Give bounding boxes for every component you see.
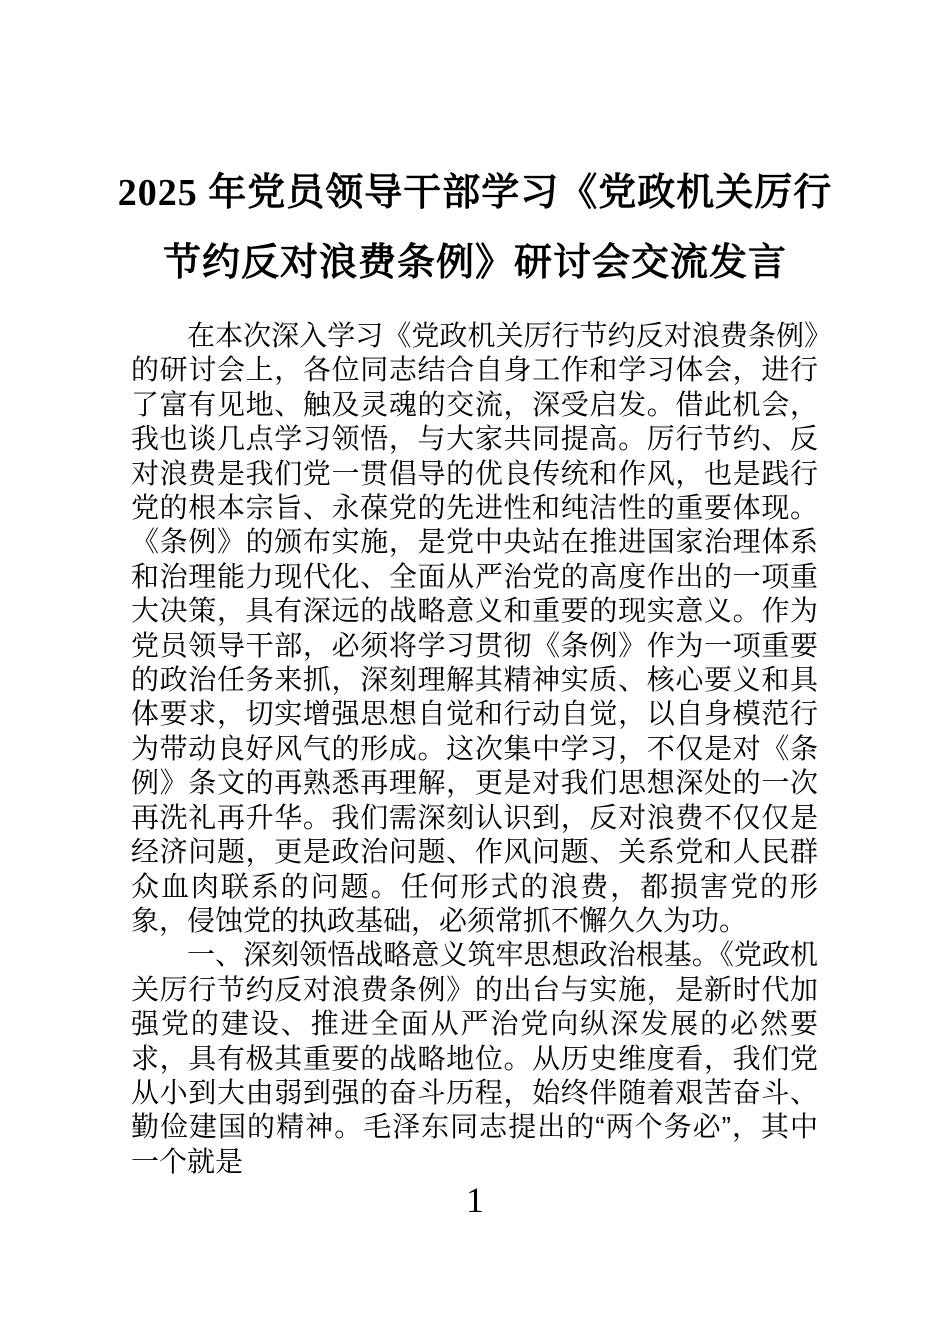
document-title-line-1: 2025 年党员领导干部学习《党政机关厉行 [117, 172, 833, 214]
document-title-line-2: 节约反对浪费条例》研讨会交流发言 [162, 242, 787, 284]
document-title [40, 158, 910, 298]
paragraph-section-one: 一、深刻领悟战略意义筑牢思想政治根基。《党政机关厉行节约反对浪费条例》的出台与实施，是新时代加强党的建设、推进全面从严治党向纵深发展的必然要求，具有极其重要的战略地位。从历史维度看，我们党从小到大由弱到强的奋斗历程，始终伴随着艰苦奋斗、勤俭建国的精神。毛泽东同志提出的“两个务必”，其中一个就是 [131, 939, 818, 1177]
paragraph-intro: 在本次深入学习《党政机关厉行节约反对浪费条例》的研讨会上，各位同志结合自身工作和学习体会，进行了富有见地、触及灵魂的交流，深受启发。借此机会，我也谈几点学习领悟，与大家共同提高。厉行节约、反对浪费是我们党一贯倡导的优良传统和作风，也是践行党的根本宗旨、永葆党的先进性和纯洁性的重要体现。《条例》的颁布实施，是党中央站在推进国家治理体系和治理能力现代化、全面从严治党的高度作出的一项重大决策，具有深远的战略意义和重要的现实意义。作为党员领导干部，必须将学习贯彻《条例》作为一项重要的政治任务来抓，深刻理解其精神实质、核心要义和具体要求，切实增强思想自觉和行动自觉，以自身模范行为带动良好风气的形成。这次集中学习，不仅是对《条例》条文的再熟悉再理解，更是对我们思想深处的一次再洗礼再升华。我们需深刻认识到，反对浪费不仅仅是经济问题，更是政治问题、作风问题、关系党和人民群众血肉联系的问题。任何形式的浪费，都损害党的形象，侵蚀党的执政基础，必须常抓不懈久久为功。 [131, 320, 818, 936]
document-body [131, 319, 818, 1179]
page-number: 1 [466, 1180, 484, 1220]
